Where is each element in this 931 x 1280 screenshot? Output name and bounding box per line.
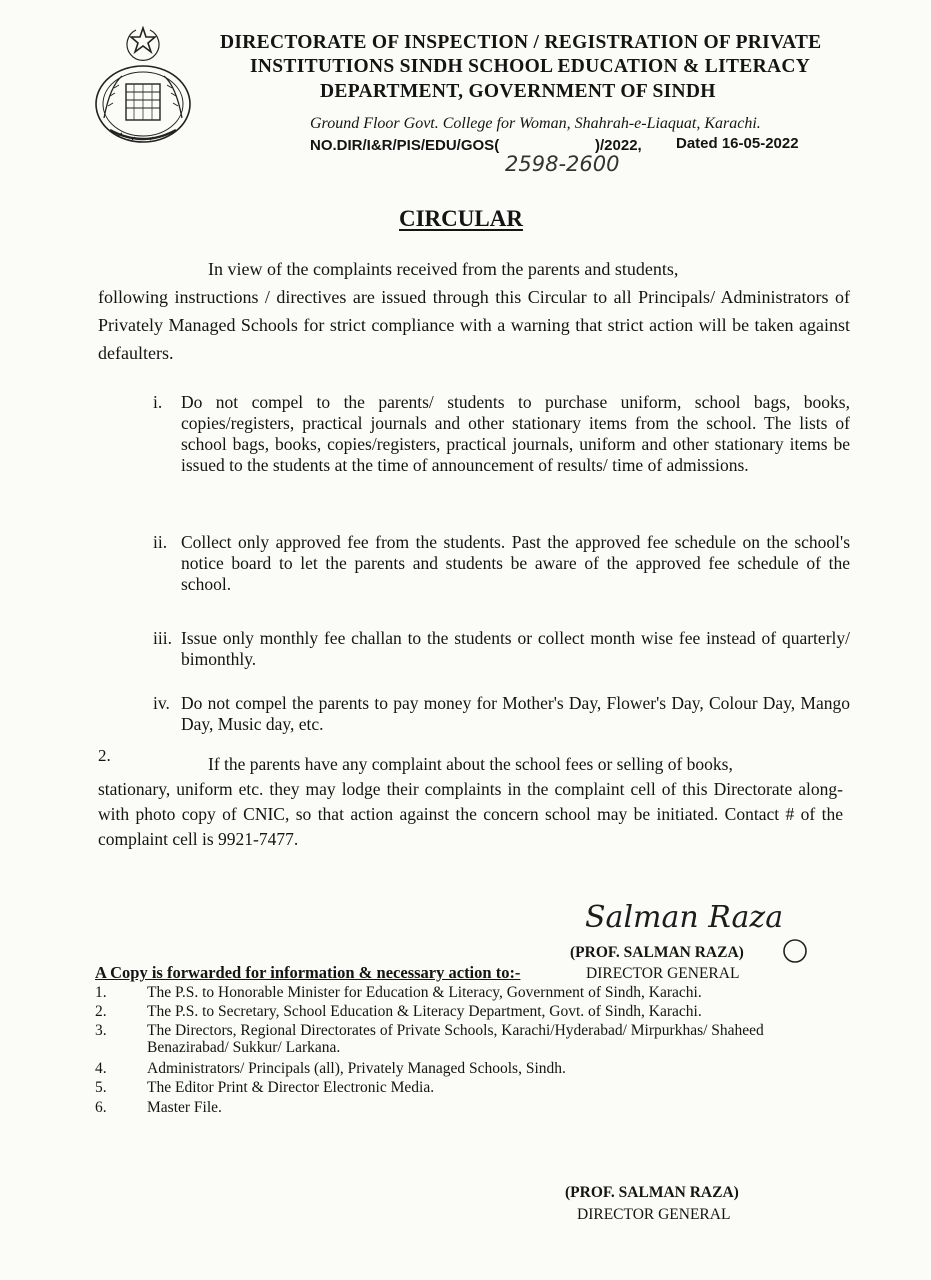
copy-recipient-number: 2. [95,1003,107,1020]
item-text: Do not compel the parents to pay money for Mother's Day, Flower's Day, Colour Day, Mango Day, Music day, etc. [181,693,850,734]
item-number: iv. [153,693,170,713]
copy-recipient [95,1022,785,1056]
copy-recipient [95,1060,785,1077]
copy-recipient-number: 1. [95,984,107,1001]
signatory-name: (PROF. SALMAN RAZA) [570,944,744,961]
signature-flourish [780,936,810,966]
copy-forward-heading: A Copy is forwarded for information & necessary action to:- [95,963,521,982]
item-number: ii. [153,532,168,552]
copy-recipient-number: 5. [95,1079,107,1096]
item-text: Collect only approved fee from the students. Past the approved fee schedule on the school's notice board to let the parents and students be aware of the approved fee schedule of the school. [181,532,850,594]
paragraph-2-number: 2. [98,746,111,765]
signatory-name-2: (PROF. SALMAN RAZA) [565,1184,739,1201]
handwritten-signature: Salman Raza [585,900,784,935]
instruction-item [153,392,850,476]
letterhead-line-3: DEPARTMENT, GOVERNMENT OF SINDH [320,81,716,102]
item-text: Do not compel to the parents/ students to purchase uniform, school bags, books, copies/registers, practical journals and other stationary items from the school. The lists of school bags, books, copies/registers, practical journals, uniform and other stationary items be issued to the students at the time of announcement of results/ time of admissions. [181,392,850,475]
copy-recipient [95,984,785,1001]
copy-recipient-number: 6. [95,1099,107,1116]
copy-recipient-number: 4. [95,1060,107,1077]
paragraph-2 [98,752,843,852]
item-number: i. [153,392,163,412]
copy-recipient-text: The P.S. to Secretary, School Education & Literacy Department, Govt. of Sindh, Karachi. [147,1003,702,1020]
letterhead-line-2: INSTITUTIONS SINDH SCHOOL EDUCATION & LITERACY [250,56,811,77]
office-address: Ground Floor Govt. College for Woman, Shahrah-e-Liaquat, Karachi. [310,115,761,132]
copy-recipient-text: Administrators/ Principals (all), Privately Managed Schools, Sindh. [147,1060,566,1077]
government-seal [92,26,194,144]
copy-recipient [95,1003,785,1020]
intro-first-line: In view of the complaints received from the parents and students, [208,259,679,279]
instruction-item [153,628,850,670]
copy-recipient-text: The Directors, Regional Directorates of Private Schools, Karachi/Hyderabad/ Mirpurkhas/ Shaheed Benazirabad/ Sukkur/ Larkana. [147,1022,764,1056]
copy-recipient-number: 3. [95,1022,107,1039]
document-title: CIRCULAR [399,206,523,231]
item-text: Issue only monthly fee challan to the students or collect month wise fee instead of quarterly/ bimonthly. [181,628,850,669]
paragraph-2-body: stationary, uniform etc. they may lodge their complaints in the complaint cell of this Directorate along-with photo copy of CNIC, so that action against the concern school may be initiated. Contact # of the complaint cell is 9921-7477. [98,779,843,849]
paragraph-2-first-line: If the parents have any complaint about the school fees or selling of books, [208,754,733,774]
reference-prefix: NO.DIR/I&R/PIS/EDU/GOS( [310,137,500,154]
instruction-item [153,532,850,595]
handwritten-reference-number: 2598-2600 [505,152,620,176]
signatory-designation: DIRECTOR GENERAL [586,965,740,982]
intro-body: following instructions / directives are issued through this Circular to all Principals/ Administrators of Privately Managed Schools for strict compliance with a warning that strict action will be taken against defaulters. [98,287,850,363]
reference-suffix: )/2022, [595,137,642,154]
instruction-item [153,693,850,735]
letterhead-line-1: DIRECTORATE OF INSPECTION / REGISTRATION OF PRIVATE [220,32,822,53]
reference-date: Dated 16-05-2022 [676,135,799,152]
copy-recipient [95,1079,785,1096]
copy-recipient-text: The Editor Print & Director Electronic Media. [147,1079,435,1096]
intro-paragraph [98,255,850,367]
copy-recipient-text: The P.S. to Honorable Minister for Education & Literacy, Government of Sindh, Karachi. [147,984,702,1001]
signatory-designation-2: DIRECTOR GENERAL [577,1206,731,1223]
copy-recipient-text: Master File. [147,1099,222,1116]
copy-recipient [95,1099,785,1116]
item-number: iii. [153,628,172,648]
